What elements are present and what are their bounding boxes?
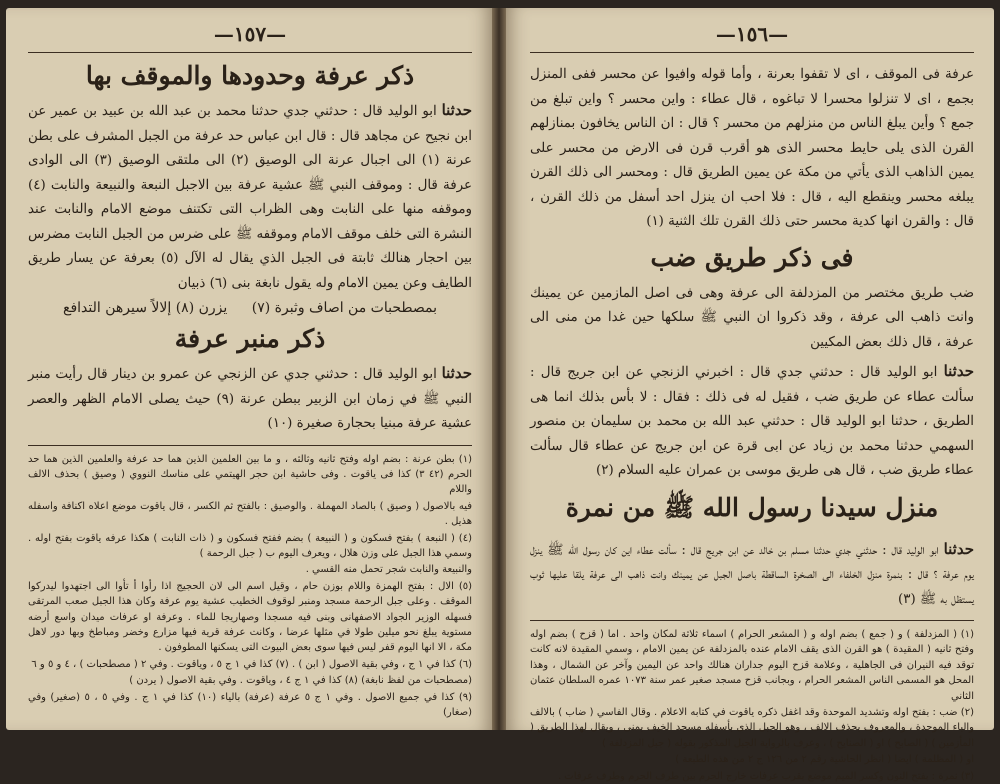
paragraph-text: ضب طريق مختصر من المزدلفة الى عرفة وهى فى اصل المازمين عن يمينك وانت ذاهب الى عرفة ، وقد ذكروا ان النبي ﷺ سلكها حين غدا من منى الى عرفة ، قال ذلك بعض المكيين: [530, 285, 974, 350]
page-number: —١٥٧—: [213, 22, 287, 46]
footnotes: [530, 627, 974, 784]
verse-hemistich: يزرن (٨) إلالاً سيرهن التدافع: [63, 300, 228, 316]
footnote-rule: [28, 445, 472, 446]
paragraph: [530, 61, 974, 235]
main-text: [28, 61, 472, 437]
hadith-keyword: حدثنا: [943, 362, 974, 380]
paragraph: [28, 361, 472, 437]
verse-hemistich: بمصطحبات من اصاف وثبرة (٧): [251, 300, 437, 316]
footnote: (٦) كذا في ١ ج ، وفي بقية الاصول ( ابن ) . (٧) كذا في ١ ج ٥ ، وياقوت . وفي ٢ ( مصطحبات ) ، ٤ و ٥ و ٦: [31, 658, 472, 670]
paragraph: [530, 537, 974, 613]
poetry-verse: [28, 300, 472, 316]
main-text: [530, 61, 974, 612]
footnote: (٤) ( النبعة ) بفتح فسكون و ( النبيعة ) بضم ففتح فسكون و ( ذات النابت ) هكذا عرفه ياقوت بفتح اوله . وسمي هذا الجبل على وزن هلال ، ويعرف اليوم ب ( جبل الرحمة ): [28, 532, 472, 559]
page-number: —١٥٦—: [715, 22, 789, 46]
footnote-rule: [530, 620, 974, 621]
book-gutter: [492, 8, 506, 730]
paragraph: [530, 359, 974, 484]
footnote: او ( المظلمة ) ايضا ( انظر الحاشية رقم ٢ من ١٢٦ ج ٢ من هذه الطبعة ): [675, 754, 974, 766]
footnote: (٢) ضب : بفتح اوله وتشديد الموحدة وقد اغفل ذكره ياقوت في كتابه الاعلام . وقال الفاسي ( ضاب ) بالالف والباء الموحدة ، والمعروف بحذف الالف ، وهو الجبل الذى بأسفله مسجد الخيف بمنى ، ويقال لهذا الطريق ( المأزمين ) ( الصابح ) او ( الصنايح ) ، وعرف بالرواية الجبل المذكور بقوله ( جبل المزدلفة ): [530, 707, 974, 749]
footnote: (١) ( المزدلفة ) و ( جمع ) بضم اوله و ( المشعر الحرام ) اسماء ثلاثة لمكان واحد . اما ( قزح ) بضم اوله وفتح ثانيه ( المقيدة ) هو القرن الذى يقف الامام عنده بالمزدلفة عن يمين الامام ، وسمي المقيدة لانه كانت توقد فيه النيران فى الجاهلية ، وعلامة قزح اليوم جداران هنالك واحد عن اليمين وآخر عن الشمال ، وهذا المحل هو المسمى الناس المشعر الحرام ، وبجانب قزح مسجد صغير عمر سنة ١٠٧٣ عمره السلطان عثمان الثاني: [530, 629, 974, 702]
paragraph: [530, 280, 974, 356]
footnote: (٥) الال : بفتح الهمزة واللام بوزن حام ، وقيل اسم الى لان الحجيج اذا رأوا أ تأوا الى اجتهدوا ليدركوا الموقف . وعلى جبل الرحمة مسجد ومنبر لوقوف الخطيب عشية يوم عرفة وكان هذا الجبل صعب المرتقى فسهله الوزير الجواد الاصفهانى وبنى فيه مسجدا وصهاريجا للماء . وعرفة او عرفات ميدان واسع أرضه مستوية يبلغ نحو ميلين طولا في مثلها عرضا ، وكانت عرفة قرية فيها مزارع وخضر ومباطخ وبها دور لاهل مكة ، الا انها اليوم قفر ليس فيها سوى بعض البيوت التى يسكنها المطوفون .: [28, 580, 472, 654]
footnote: والنبيعة والنابت شجر تحمل منه القسي .: [305, 564, 472, 576]
paragraph: [28, 98, 472, 296]
hadith-keyword: حدثنا: [441, 364, 472, 382]
paragraph-text: ابو الوليد قال : حدثني جدي حدثنا مسلم بن خالد عن ابن جريج قال : سألت عطاء اين كان رسول الله ﷺ ينزل يوم عرفة ؟ قال : بنمرة منزل الخلفاء الى الصخرة الساقطة باصل الجبل عن يمينك وانت ذاهب الى عرفة يلقا عليها ثوب يستظل به ﷺ (٣): [530, 542, 974, 607]
hadith-keyword: حدثنا: [943, 539, 974, 558]
footnote: فيه بالاصول ( وصيق ) بالصاد المهملة . والوصيق : بالفتح ثم الكسر ، قال ياقوت موضع اعلاه اكنافة واسفله هذيل .: [28, 500, 472, 528]
footnotes: [28, 452, 472, 721]
section-heading: ذكر منبر عرفة: [174, 324, 326, 353]
footnote: (مصطحبات من لفظ نابغة) (٨) كذا في ١ ج ٤ ، وياقوت . وفي بقية الاصول ( يردن ): [129, 675, 472, 687]
footnote: (٩) كذا في جميع الاصول . وفي ١ ج ٥ عرفة (عرفة) بالياء (١٠) كذا في ١ ج . وفي ٥ ، ٥ (صغير) وفي (صغار): [28, 691, 472, 718]
paragraph-text: ابو الوليد قال : حدثني جدي قال : اخبرني الزنجي عن ابن جريج قال : سألت عطاء عن طريق ضب ، فقيل له فى ذلك : فقال : لا بأس بذلك انما هى الطريق ، حدثنا ابو الوليد قال : حدثني عبد الله بن محمد بن سليمان بن منصور السهمي حدثنا محمد بن زياد عن ابى قرة عن ابن جريج عن عطاء قال سألت عطاء طريق ضب ، قال هى طريق موسى بن عمران عليه السلام (٢): [530, 365, 974, 478]
right-page: [506, 8, 994, 782]
header-rule: [530, 52, 974, 53]
section-heading: ذكر عرفة وحدودها والموقف بها: [85, 61, 415, 90]
footnote: (١) بطن عرنة : بضم اوله وفتح ثانيه وثالثه ، و ما بين العلمين الذين هما حد عرفة والعلمين الذين هما حد الحرم (٤٢ ٣) كذا فى ياقوت . وفى حاشية ابن حجر الهيتمي على مناسك النووي ( وصيق ) بحذف الالف واللام: [28, 453, 472, 496]
paragraph-text: ابو الوليد قال : حدثني جدي عن الزنجي عن عمرو بن دينار قال رأيت منبر النبي ﷺ في زمان ابن الزبير ببطن عرنة (٩) حيث يصلى الامام الظهر والعصر عشية عرفة مبنيا بحجارة صغيرة (١٠): [28, 367, 472, 431]
left-page: [6, 8, 492, 730]
paragraph-text: عرفة فى الموقف ، اى لا تقفوا بعرنة ، وأما قوله وافيوا عن محسر ففى المنزل بجمع ، اى لا تنزلوا محسرا لا تباغوه ، قال عطاء : واين محسر ؟ واين تبلغ من جمع ؟ وأين يبلغ الناس من منزلهم من محسر ؟ قال : ان الناس يخافون بمنازلهم القرن الذى يلى حايط محسر الذى هو أقرب قرن فى الارض من محسر على يمين الذاهب الذى يأتي من مكة عن يمين الطريق قال : ومحسر الى ذلك القرن يبلغه محسر وينقطع اليه ، قال : فلا احب ان ينزل احد أسفل من ذلك القرن ، قال : والقرن انها كدية محسر حتى ذلك القرن تلك الثنية (١): [530, 67, 974, 229]
header-rule: [28, 52, 472, 53]
section-heading: فى ذكر طريق ضب: [650, 242, 854, 272]
hadith-keyword: حدثنا: [441, 101, 472, 119]
paragraph-text: ابو الوليد قال : حدثني جدي حدثنا محمد بن عبد الله بن عبيد بن عمير عن ابن نجيح عن مجاهد قال : قال ابن عباس حد عرفة من الجبل المشرف على بطن عرنة (١) الى اجبال عرنة الى الوصيق (٢) الى ملتقى الوصيق (٣) الى الوادى عرفة قال : وموقف النبي ﷺ عشية عرفة بين الاجبل النبعة والنبيعة والنابت (٤) وموقفه منها على النابت وهى الظراب التى تكتنف موضع الامام والنابت عند النشرة التى خلف موقف الامام وموقفه ﷺ على ضرس من الجبل النابت مضرس بين احجار هنالك ثابتة فى الجبل الذي يقال له الآل (٥) بعرفة عن يسار طريق الطايف وعن يمين الامام وله يقول نابغة بنى (٦) ذبيان: [28, 104, 472, 291]
section-heading: منزل سيدنا رسول الله ﷺ من نمرة: [565, 492, 939, 522]
footnote: (٣) نمرة : بفتح النون وكسر الميم موضع بقرب عرفات خارج الحرم بين طرف الحرم وطرف عرفات .: [557, 770, 974, 782]
